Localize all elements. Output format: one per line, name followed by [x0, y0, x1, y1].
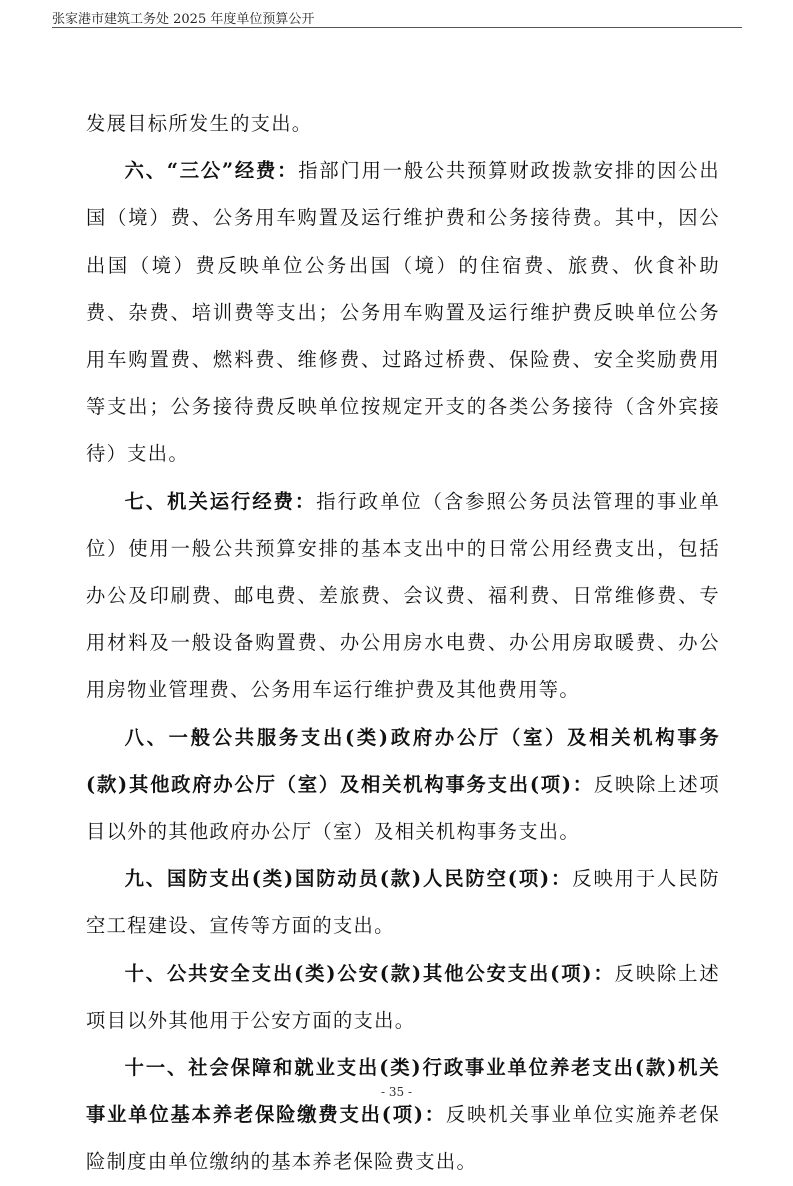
- term-heading: 九、国防支出(类)国防动员(款)人民防空(项)：: [124, 867, 573, 891]
- paragraph-san-gong: [86, 147, 720, 477]
- page-number: - 35 -: [380, 1085, 412, 1099]
- paragraph-public-security: [86, 950, 720, 1044]
- paragraph-text: 反映机关事业单位实施养老保险制度由单位缴纳的基本养老保险费支出。: [86, 1103, 720, 1174]
- paragraph-text: 指行政单位（含参照公务员法管理的事业单位）使用一般公共预算安排的基本支出中的日常公用经费支出，包括办公及印刷费、邮电费、差旅费、会议费、福利费、日常维修费、专用材料及一般设备购置费、办公用房水电费、办公用房取暖费、办公用房物业管理费、公务用车运行维护费及其他费用等。: [86, 489, 720, 702]
- paragraph-text: 反映除上述项目以外的其他政府办公厅（室）及相关机构事务支出。: [86, 772, 720, 844]
- running-header: 张家港市建筑工务处 2025 年度单位预算公开: [52, 12, 315, 27]
- paragraph-text: 发展目标所发生的支出。: [86, 112, 313, 135]
- paragraph-text: 反映除上述项目以外其他用于公安方面的支出。: [86, 961, 720, 1032]
- document-body: [86, 100, 720, 1186]
- term-heading: 十、公共安全支出(类)公安(款)其他公安支出(项)：: [124, 961, 615, 985]
- paragraph-social-security: [86, 1044, 720, 1186]
- term-heading: 十一、社会保障和就业支出(类)行政事业单位养老支出(款)机关事业单位基本养老保险缴费支出(项)：: [86, 1056, 720, 1127]
- paragraph-general-public-services: [86, 714, 720, 856]
- paragraph-text: 反映用于人民防空工程建设、宣传等方面的支出。: [86, 867, 720, 938]
- paragraph-continuation: [86, 100, 720, 147]
- term-heading: 七、机关运行经费：: [124, 489, 317, 513]
- term-heading: 六、“三公”经费：: [124, 159, 299, 183]
- paragraph-national-defense: [86, 855, 720, 949]
- header-rule: [52, 27, 742, 28]
- paragraph-text: 指部门用一般公共预算财政拨款安排的因公出国（境）费、公务用车购置及运行维护费和公务接待费。其中，因公出国（境）费反映单位公务出国（境）的住宿费、旅费、伙食补助费、杂费、培训费等支出；公务用车购置及运行维护费反映单位公务用车购置费、燃料费、维修费、过路过桥费、保险费、安全奖励费用等支出；公务接待费反映单位按规定开支的各类公务接待（含外宾接待）支出。: [86, 159, 720, 466]
- paragraph-operating-funds: [86, 478, 720, 714]
- term-heading: 八、一般公共服务支出(类)政府办公厅（室）及相关机构事务(款)其他政府办公厅（室）及相关机构事务支出(项)：: [86, 725, 720, 796]
